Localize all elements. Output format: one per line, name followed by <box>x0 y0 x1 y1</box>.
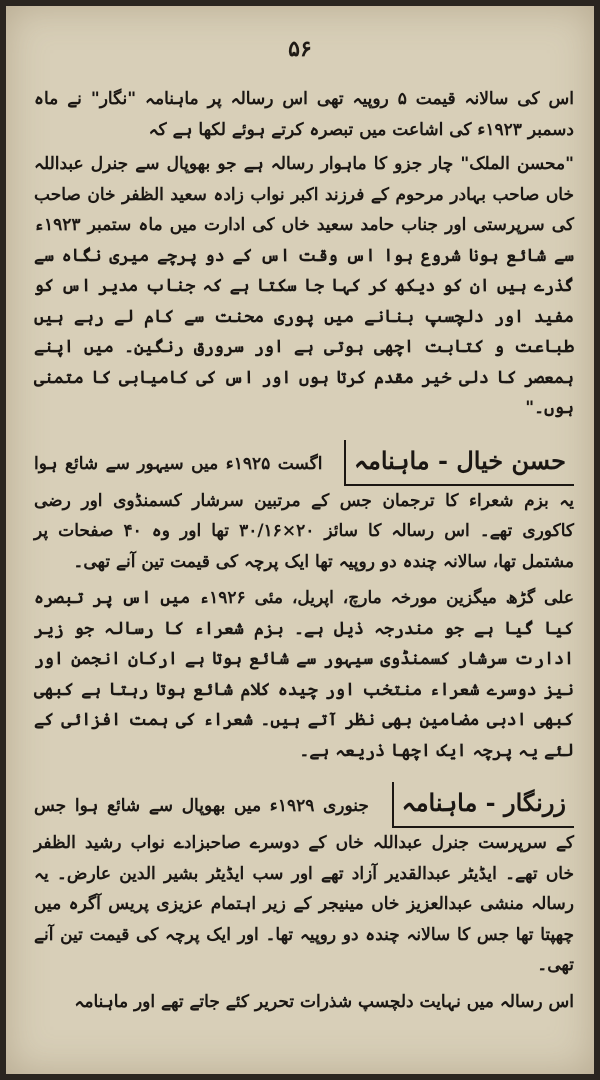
magazine-review-paragraph: علی گڑھ میگزین مورخہ مارچ، اپریل، مئی ۱۹۲۶ء میں اس پر تبصرہ کیا گیا ہے جو مندرجہ ذیل ہے۔ بزم شعراء کا رسالہ جو زیر ادارت سرشار کسمنڈوی سیہور سے شائع ہوتا ہے ارکان انجمن اور نیز دوسرے شعراء منتخب اور چیدہ کلام شائع ہوتا رہتا ہے کبھی کبھی ادبی مضامین بھی نظر آتے ہیں۔ شعراء کی ہمت افزائی کے لئے یہ پرچہ ایک اچھا ذریعہ ہے۔ <box>34 588 574 761</box>
section-text: اگست ۱۹۲۵ء میں سیہور سے شائع ہوا یہ بزم شعراء کا ترجمان جس کے مرتبین سرشار کسمنڈوی اور رضی کاکوری تھے۔ اس رسالہ کا سائز ۲۰×۳۰/۱۶ تھا اور وہ ۴۰ صفحات پر مشتمل تھا، سالانہ چندہ دو روپیہ تھا ایک پرچہ کی قیمت تین آنے تھی۔ <box>34 453 574 572</box>
section-husn-e-khayal <box>34 440 574 578</box>
page-body <box>34 84 574 1021</box>
section-text: جنوری ۱۹۲۹ء میں بھوپال سے شائع ہوا جس کے سرپرست جنرل عبداللہ خاں کے دوسرے صاحبزادے نواب رشید الظفر خاں تھے۔ ایڈیٹر عبدالقدیر آزاد تھے اور سب ایڈیٹر بشیر الدین عارض۔ یہ رسالہ منشی عبدالعزیز خاں مینیجر کے زیر اہتمام عزیزی پریس آگرہ میں چھپتا تھا جس کا سالانہ چندہ دو روپیہ تھا۔ اور ایک پرچہ کی قیمت تین آنے تھی۔ <box>34 796 574 975</box>
review-quote: "محسن الملک" چار جزو کا ماہوار رسالہ ہے جو بھوپال سے جنرل عبداللہ خاں صاحب بہادر مرحوم کے فرزند اکبر نواب زادہ سعید الظفر خان صاحب کی سرپرستی اور جناب حامد سعید خاں کی ادارت میں ماہ ستمبر ۱۹۲۳ء سے شائع ہونا شروع ہوا اس وقت اس کے دو پرچے میری نگاہ سے گذرے ہیں ان کو دیکھ کر کہا جا سکتا ہے کہ جناب مدیر اس کو مفید اور دلچسپ بنانے میں پوری محنت سے کام لے رہے ہیں طباعت و کتابت اچھی ہوتی ہے اور سرورق رنگین۔ میں اپنے ہمعصر کا دلی خیر مقدم کرتا ہوں اور اس کی کامیابی کا متمنی ہوں۔" <box>34 154 574 418</box>
closing-paragraph: اس رسالہ میں نہایت دلچسپ شذرات تحریر کئے جاتے تھے اور ماہنامہ <box>74 991 574 1012</box>
page-number: ۵۶ <box>288 36 312 62</box>
section-zarnigar <box>34 782 574 981</box>
section-heading: زرنگار - ماہنامہ <box>392 782 574 828</box>
book-page <box>6 6 594 1074</box>
intro-paragraph: اس کی سالانہ قیمت ۵ روپیہ تھی اس رسالہ پر ماہنامہ "نگار" نے ماہ دسمبر ۱۹۲۳ء کی اشاعت میں تبصرہ کرتے ہوئے لکھا ہے کہ <box>34 89 574 140</box>
section-heading: حسن خیال - ماہنامہ <box>344 440 574 486</box>
